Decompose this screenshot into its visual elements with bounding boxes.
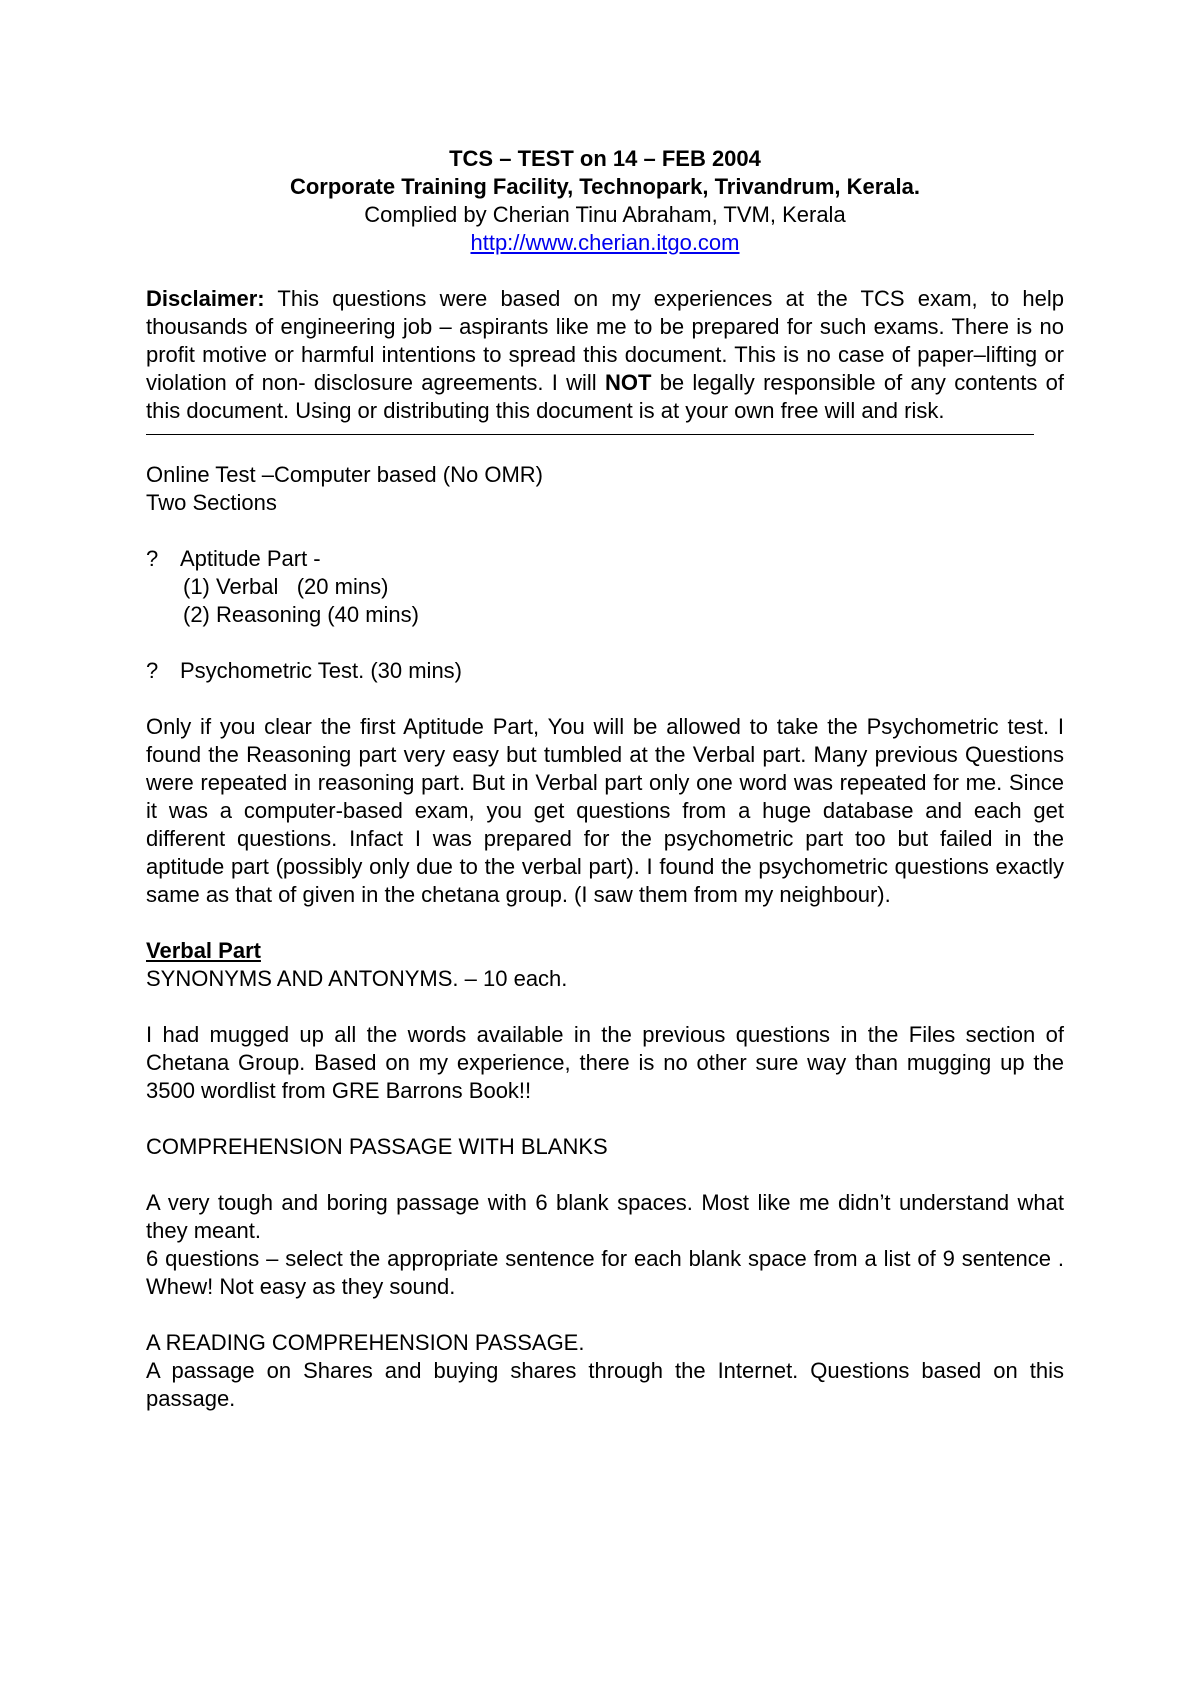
aptitude-bullet: [146, 545, 1064, 573]
mugging-paragraph: I had mugged up all the words available in the previous questions in the Files section of Chetana Group. Based on my experience, there is no other sure way than mugging up the 3500 wordlist from GRE Barrons Book!!: [146, 1022, 1064, 1103]
comprehension-blanks-heading: COMPREHENSION PASSAGE WITH BLANKS: [146, 1134, 608, 1159]
disclaimer-paragraph: [146, 285, 1064, 425]
reading-comprehension-text: A passage on Shares and buying shares through the Internet. Questions based on this passage.: [146, 1358, 1064, 1411]
psychometric-label: Psychometric Test. (30 mins): [180, 658, 463, 683]
comprehension-blanks-paragraph-1: A very tough and boring passage with 6 blank spaces. Most like me didn’t understand what they meant.: [146, 1190, 1064, 1243]
author-website-link[interactable]: http://www.cherian.itgo.com: [470, 230, 740, 255]
aptitude-item-reasoning: (2) Reasoning (40 mins): [183, 602, 419, 627]
disclaimer-label: Disclaimer:: [146, 286, 265, 311]
bullet-placeholder-icon: ?: [146, 658, 159, 683]
document-title: TCS – TEST on 14 – FEB 2004: [449, 146, 761, 171]
test-sections-line: Two Sections: [146, 490, 277, 515]
document-body: [146, 145, 1064, 1413]
comprehension-blanks-paragraph-2: 6 questions – select the appropriate sentence for each blank space from a list of 9 sentence . Whew! Not easy as they sound.: [146, 1246, 1064, 1299]
document-venue: Corporate Training Facility, Technopark, Trivandrum, Kerala.: [289, 174, 920, 199]
horizontal-rule: [146, 434, 1034, 435]
aptitude-label: Aptitude Part -: [180, 546, 321, 571]
test-format-line: Online Test –Computer based (No OMR): [146, 462, 543, 487]
reading-comprehension-heading: A READING COMPREHENSION PASSAGE.: [146, 1330, 585, 1355]
disclaimer-text-1: This questions were based on my experiences at the TCS exam, to help thousands of engineering job – aspirants like me to be prepared for such exams. There is no profit motive or harmful intentions to spread this document. This is no case of paper–lifting or violation of non- disclosure agreements. I will: [146, 286, 1064, 395]
psychometric-bullet: [146, 657, 1064, 685]
disclaimer-emphasis: NOT: [604, 370, 652, 395]
aptitude-item-verbal: (1) Verbal (20 mins): [183, 574, 389, 599]
disclaimer-text-2: be legally responsible of any contents of this document. Using or distributing this document is at your own free will and risk.: [146, 370, 1064, 423]
bullet-placeholder-icon: ?: [146, 546, 159, 571]
synonyms-antonyms-line: SYNONYMS AND ANTONYMS. – 10 each.: [146, 966, 568, 991]
verbal-part-heading: Verbal Part: [146, 938, 261, 963]
intro-paragraph: Only if you clear the first Aptitude Part, You will be allowed to take the Psychometric test. I found the Reasoning part very easy but tumbled at the Verbal part. Many previous Questions were repeated in reasoning part. But in Verbal part only one word was repeated for me. Since it was a computer-based exam, you get questions from a huge database and each get different questions. Infact I was prepared for the psychometric part too but failed in the aptitude part (possibly only due to the verbal part). I found the psychometric questions exactly same as that of given in the chetana group. (I saw them from my neighbour).: [146, 714, 1064, 907]
document-author: Complied by Cherian Tinu Abraham, TVM, Kerala: [364, 202, 846, 227]
